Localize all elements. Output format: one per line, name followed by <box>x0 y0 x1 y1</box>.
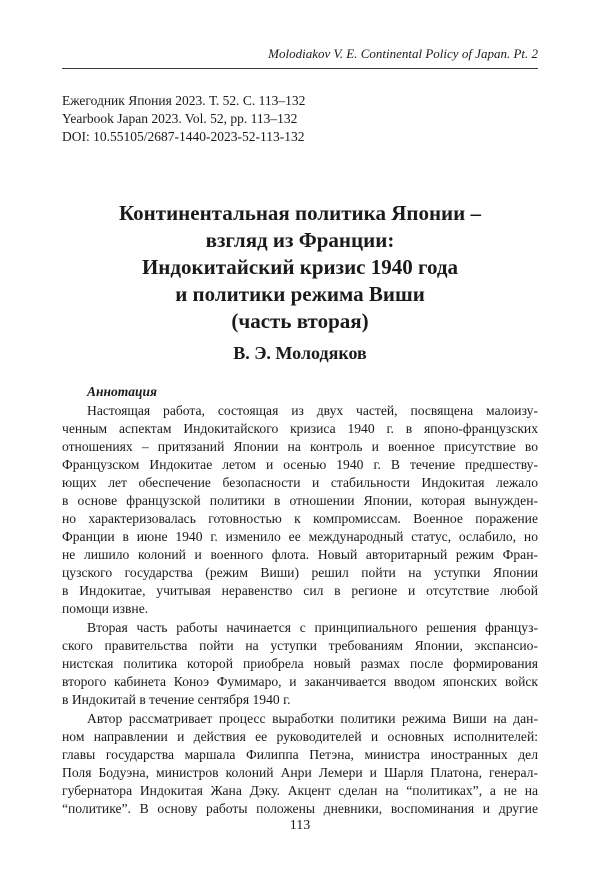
text-line: но характеризовалась готовностью к компромиссам. Военное поражение <box>62 511 538 526</box>
title-line: Индокитайский кризис 1940 года <box>141 255 459 279</box>
text-line: отношениях – притязаний Японии на контроль и военное присутствие во <box>62 439 538 454</box>
text-line: в Индокитай в течение сентября 1940 г. <box>62 692 291 707</box>
text-line: цузского государства (режим Виши) решил пойти на уступки Японии <box>62 565 538 580</box>
text-line: помощи извне. <box>62 601 149 616</box>
text-line: губернатора Индокитая Жана Дэку. Акцент сделан на “политиках”, а не на <box>62 783 538 798</box>
text-line: главы государства маршала Филиппа Петэна, министра иностранных дел <box>62 747 538 762</box>
text-line: не лишило колоний и военного флота. Новый авторитарный режим Фран- <box>62 547 538 562</box>
journal-info <box>62 92 305 146</box>
abstract-paragraph <box>62 710 538 818</box>
text-line: ского правительства пойти на уступки требованиям Японии, экспансио- <box>62 638 538 653</box>
annotation-heading: Аннотация <box>87 384 157 399</box>
text-line: Вторая часть работы начинается с принципиального решения француз- <box>87 620 538 635</box>
journal-citation-en: Yearbook Japan 2023. Vol. 52, pp. 113–132 <box>62 111 298 126</box>
text-line: Настоящая работа, состоящая из двух частей, посвящена малоизу- <box>87 403 538 418</box>
running-head: Molodiakov V. E. Continental Policy of Japan. Pt. 2 <box>268 46 538 61</box>
text-line: второго кабинета Коноэ Фумимаро, и заканчивается вводом японских войск <box>62 674 538 689</box>
journal-citation-ru: Ежегодник Япония 2023. Т. 52. С. 113–132 <box>62 93 306 108</box>
header-rule <box>62 68 538 69</box>
text-line: ном направлении и действия ее руководителей и основных исполнителей: <box>62 729 538 744</box>
abstract-paragraph <box>62 402 538 618</box>
doi-line: DOI: 10.55105/2687-1440-2023-52-113-132 <box>62 129 305 144</box>
abstract-paragraph <box>62 619 538 709</box>
text-line: Франции в июне 1940 г. изменило ее международный статус, ослабило, но <box>62 529 538 544</box>
title-line: Континентальная политика Японии – <box>118 201 482 225</box>
page-number: 113 <box>289 818 311 833</box>
title-line: (часть вторая) <box>231 309 369 333</box>
title-line: взгляд из Франции: <box>205 228 395 252</box>
text-line: нистская политика которой приобрела новый размах после формирования <box>62 656 538 671</box>
author-name: В. Э. Молодяков <box>233 343 367 363</box>
text-line: Автор рассматривает процесс выработки политики режима Виши на дан- <box>87 711 538 726</box>
text-line: “политике”. В основу работы положены дневники, воспоминания и другие <box>62 801 538 816</box>
text-line: в Индокитае, учитывая неравенство сил в регионе и отсутствие любой <box>62 583 538 598</box>
text-line: ющих лет обеспечение безопасности и стабильности Индокитая лежало <box>62 475 538 490</box>
article-title <box>62 200 538 335</box>
text-line: в основе французской политики в отношении Японии, которая вынужден- <box>62 493 538 508</box>
text-line: ченным аспектам Индокитайского кризиса 1940 г. в японо-французских <box>62 421 538 436</box>
text-line: Поля Бодуэна, министров колоний Анри Лемери и Шарля Платона, генерал- <box>62 765 538 780</box>
title-line: и политики режима Виши <box>175 282 425 306</box>
text-line: Французском Индокитае летом и осенью 1940 г. В течение предшеству- <box>62 457 538 472</box>
abstract-body <box>62 402 538 819</box>
